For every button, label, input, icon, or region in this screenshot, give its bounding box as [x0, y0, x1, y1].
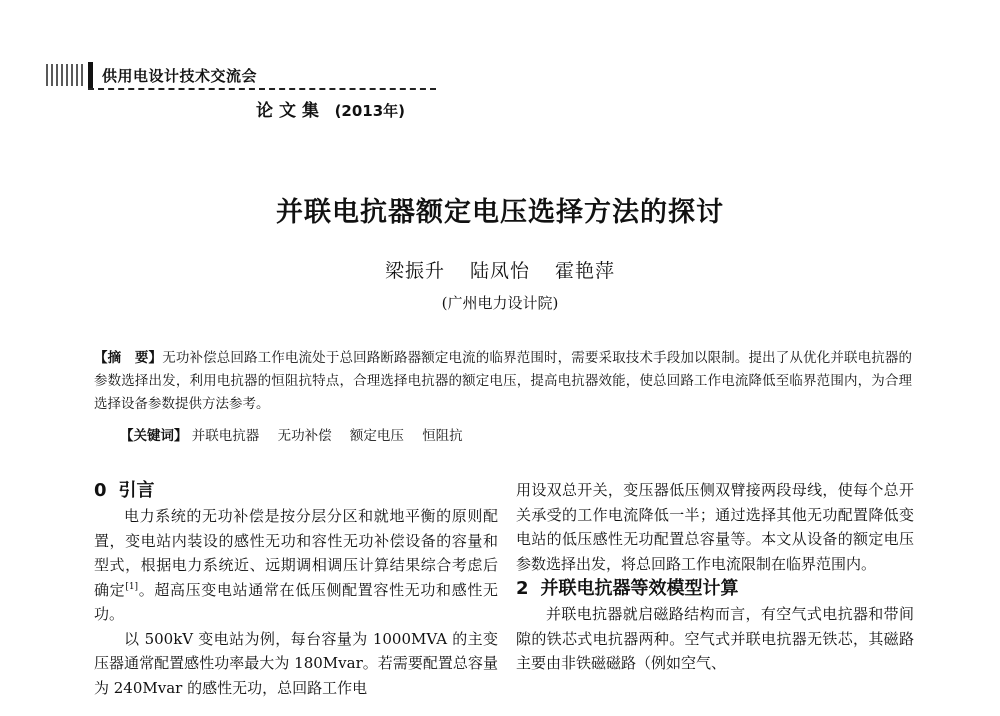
paper-authors: 梁振升 陆凤怡 霍艳萍 [384, 260, 616, 282]
keyword: 恒阻抗 [422, 428, 463, 444]
section-2-number: 2 [516, 578, 529, 599]
section-2-title: 并联电抗器等效模型计算 [540, 578, 739, 599]
keyword: 并联电抗器 [191, 428, 260, 444]
conference-logo-mark [46, 64, 86, 86]
section-0-title: 引言 [118, 480, 155, 501]
section-2-heading [516, 576, 914, 602]
abstract-label: 【摘 要】 [94, 350, 163, 366]
intro-paragraph-1 [94, 504, 498, 627]
intro-paragraph-2: 以 500kV 变电站为例，每台容量为 1000MVA 的主变压器通常配置感性功率最大为 180Mvar。若需要配置总容量为 240Mvar 的感性无功，总回路工作电 [94, 629, 498, 697]
right-paragraph-2: 并联电抗器就启磁路结构而言，有空气式电抗器和带间隙的铁芯式电抗器两种。空气式并联电抗器无铁芯，其磁路主要由非铁磁磁路（例如空气、 [516, 605, 914, 672]
paper-affiliation: (广州电力设计院) [441, 294, 559, 312]
running-header [40, 62, 440, 90]
keywords [120, 425, 900, 448]
abstract [94, 347, 912, 416]
journal-name: 论文集 [256, 101, 325, 121]
header-divider [88, 88, 436, 90]
keyword: 无功补偿 [277, 428, 332, 444]
abstract-paragraph [94, 347, 912, 416]
right-paragraph-1: 用设双总开关，变压器低压侧双臂接两段母线，使每个总开关承受的工作电流降低一半；通过选择其他无功配置降低变电站的低压感性无功配置总容量等。本文从设备的额定电压参数选择出发，将总回路工作电流限制在临界范围内。 [516, 481, 914, 573]
journal-year: (2013年) [334, 102, 406, 120]
section-0-heading [94, 478, 498, 504]
conference-name: 供用电设计技术交流会 [102, 67, 258, 85]
abstract-text: 无功补偿总回路工作电流处于总回路断路器额定电流的临界范围时，需要采取技术手段加以限制。提出了从优化并联电抗器的参数选择出发，利用电抗器的恒阻抗特点，合理选择电抗器的额定电压，提高电抗器效能，使总回路工作电流降低至临界范围内，为合理选择设备参数提供方法参考。 [94, 350, 913, 412]
left-column [94, 478, 498, 700]
paper-title: 并联电抗器额定电压选择方法的探讨 [276, 197, 724, 228]
keywords-label: 【关键词】 [120, 428, 188, 444]
intro-text-b: 。超高压变电站通常在低压侧配置容性无功和感性无功。 [94, 580, 498, 623]
citation-ref[interactable]: [1] [125, 581, 139, 592]
journal-line [256, 96, 405, 121]
intro-text-a: 电力系统的无功补偿是按分层分区和就地平衡的原则配置，变电站内装设的感性无功和容性无功补偿设备的容量和型式，根据电力系统近、远期调相调压计算结果综合考虑后确定 [94, 507, 498, 599]
right-column [516, 478, 914, 676]
section-0-number: 0 [94, 480, 107, 501]
keyword: 额定电压 [349, 428, 404, 444]
header-bar-mark [88, 62, 93, 88]
